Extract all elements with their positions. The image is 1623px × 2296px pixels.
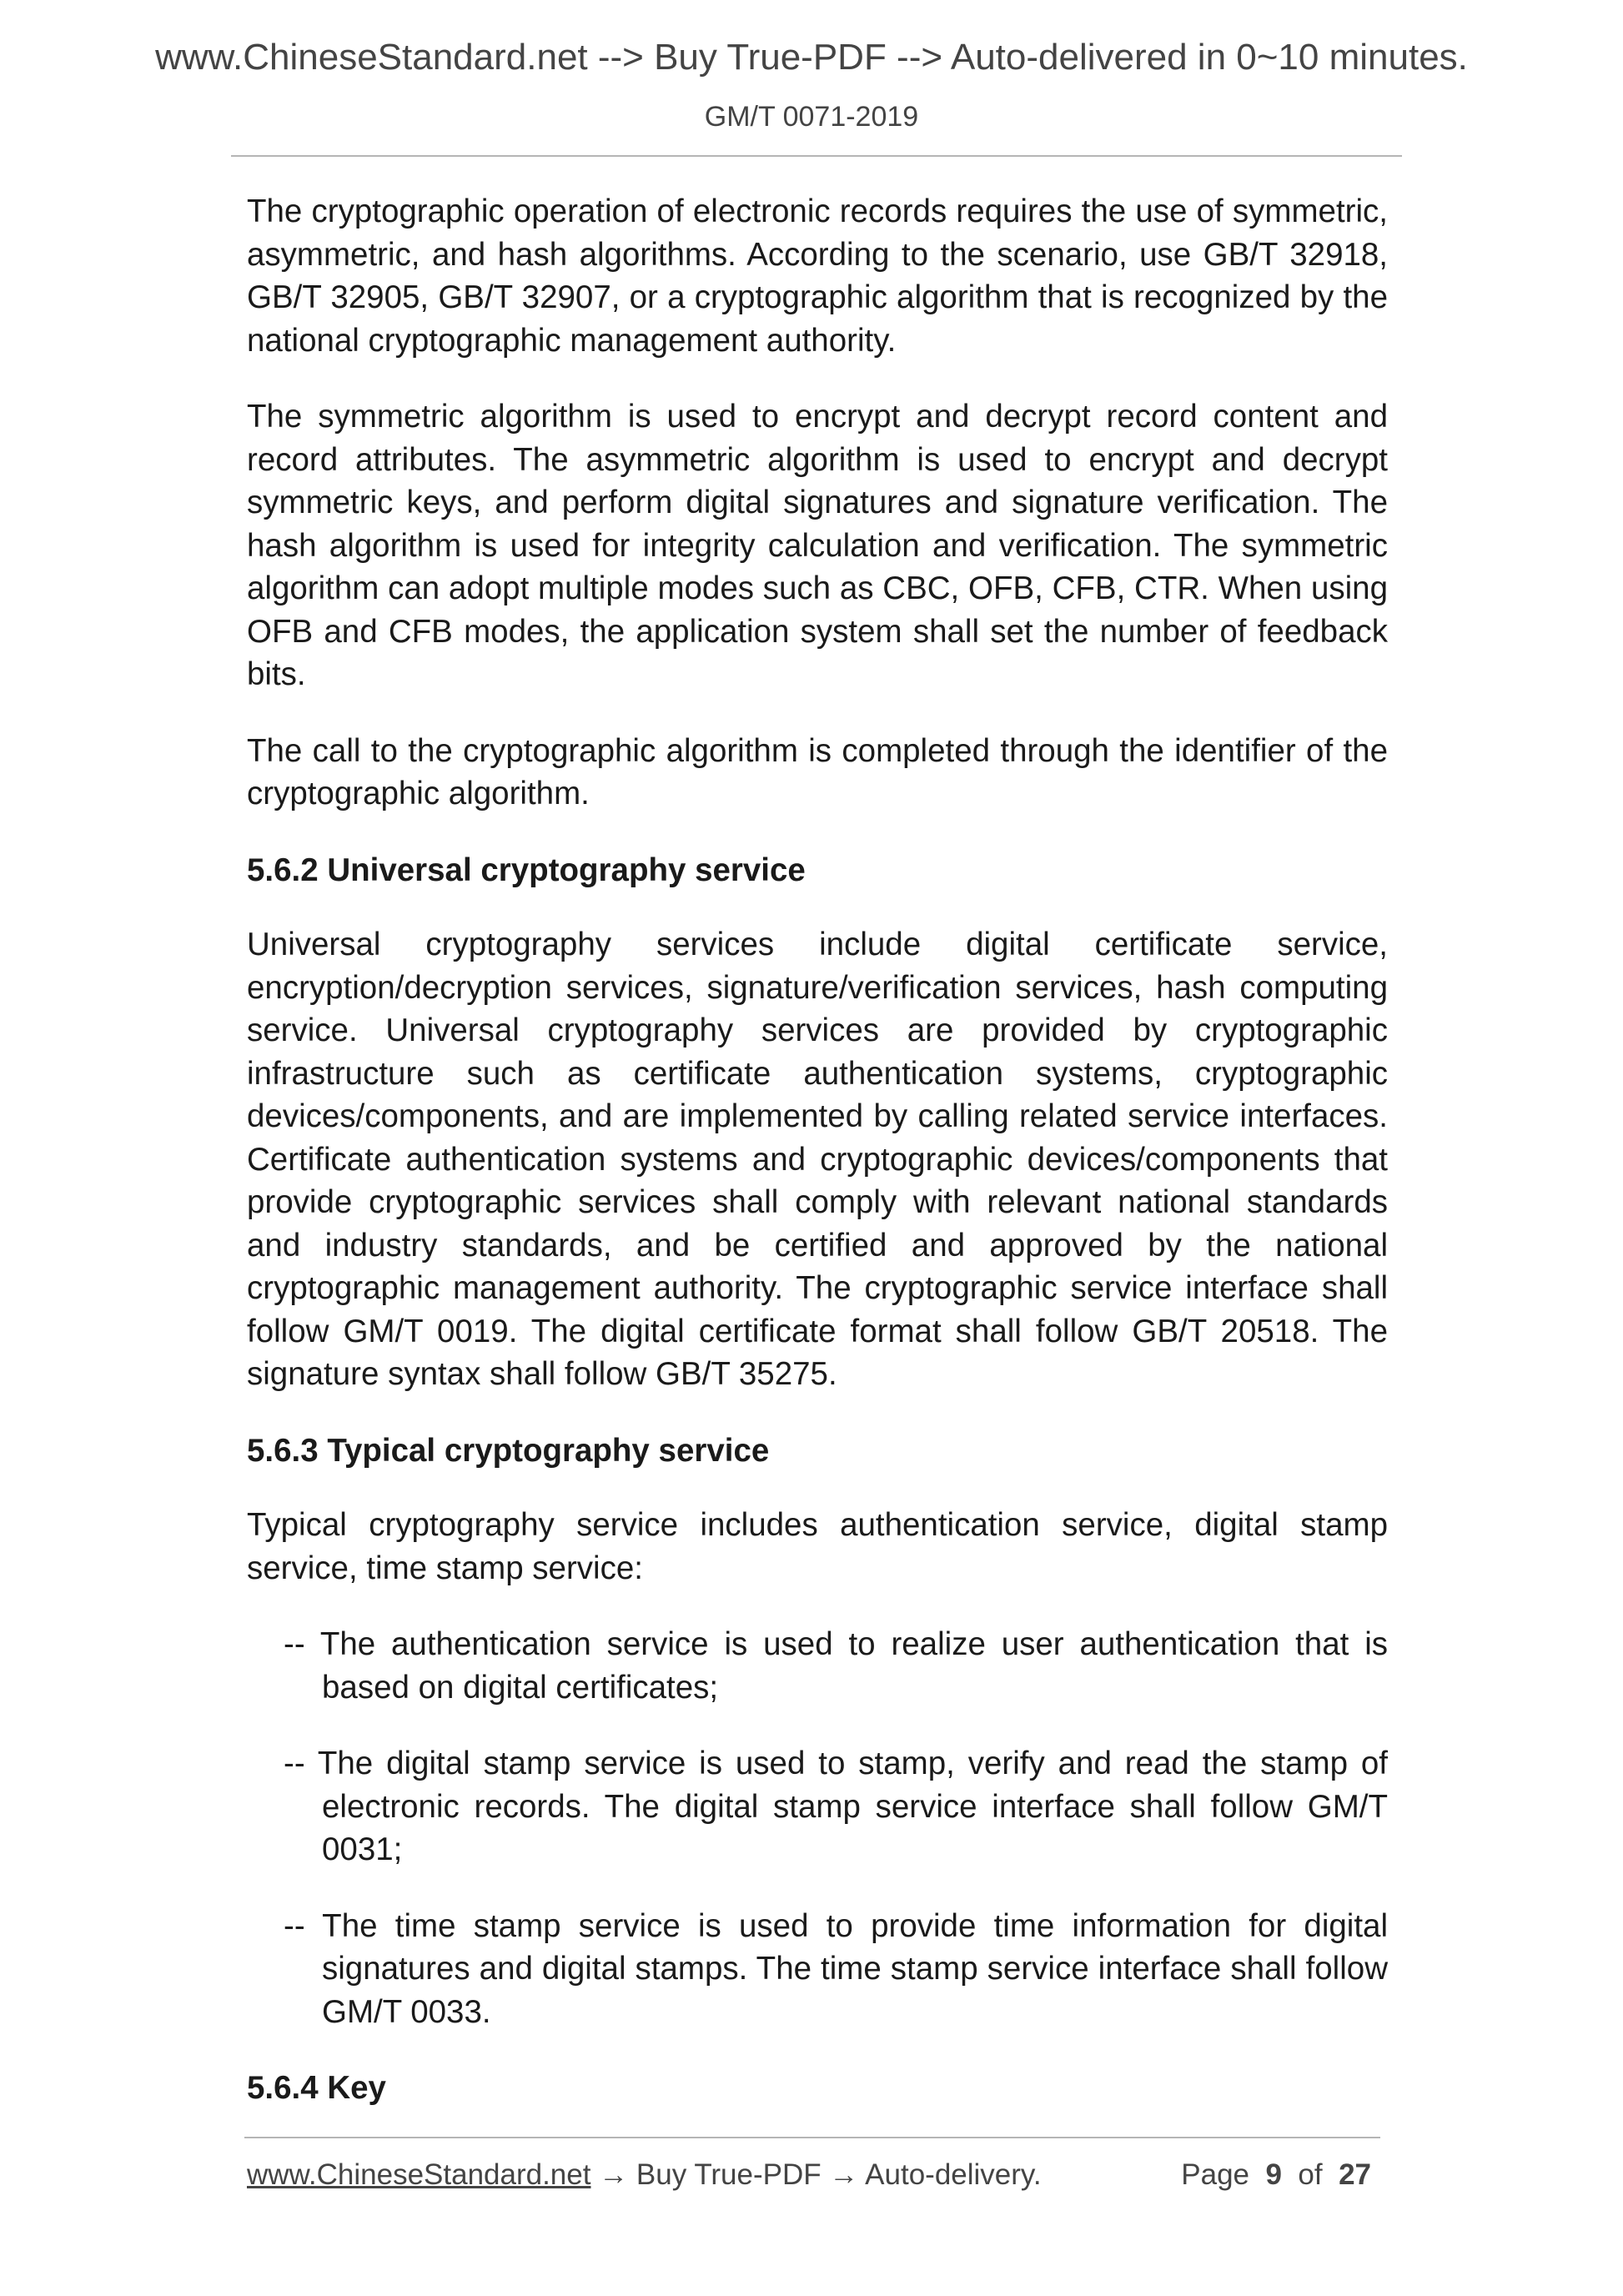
- paragraph-symmetric-algorithm: The symmetric algorithm is used to encrypt and decrypt record content and record attributes. The asymmetric algorithm is used to encrypt and decrypt symmetric keys, and perform digital signatures and signature verification. The hash algorithm is used for integrity calculation and verification. The symmetric algorithm can adopt multiple modes such as CBC, OFB, CFB, CTR. When using OFB and CFB modes, the application system shall set the number of feedback bits.: [247, 399, 1388, 692]
- footer-tagline: → Buy True-PDF → Auto-delivery.: [590, 2158, 1042, 2191]
- list-item-time-stamp: -- The time stamp service is used to provide time information for digital signatures and digital stamps. The time stamp service interface shall follow GM/T 0033.: [284, 1907, 1388, 2030]
- page-current: 9: [1265, 2158, 1282, 2191]
- document-body: [247, 190, 1388, 2142]
- page-label: Page: [1181, 2158, 1250, 2191]
- paragraph-algorithm-call: The call to the cryptographic algorithm is completed through the identifier of the cryptographic algorithm.: [247, 732, 1388, 811]
- heading-5-6-3: 5.6.3 Typical cryptography service: [247, 1432, 770, 1469]
- paragraph-universal-service: Universal cryptography services include digital certificate service, encryption/decryption services, signature/verification services, hash computing service. Universal cryptography services are provided by cryptographic infrastructure such as certificate authentication systems, cryptographic devices/components, and are implemented by calling related service interfaces. Certificate authentication systems and cryptographic devices/components that provide cryptographic services shall comply with relevant national standards and industry standards, and be certified and approved by the national cryptographic management authority. The cryptographic service interface shall follow GM/T 0019. The digital certificate format shall follow GB/T 20518. The signature syntax shall follow GB/T 35275.: [247, 927, 1388, 1392]
- page-total: 27: [1339, 2158, 1371, 2191]
- top-banner: www.ChineseStandard.net --> Buy True-PDF --> Auto-delivered in 0~10 minutes.: [155, 37, 1468, 78]
- document-code: GM/T 0071-2019: [704, 101, 919, 133]
- page-footer: [247, 2158, 1378, 2192]
- footer-divider: [244, 2137, 1380, 2138]
- paragraph-algorithms: The cryptographic operation of electronic records requires the use of symmetric, asymmetric, and hash algorithms. According to the scenario, use GB/T 32918, GB/T 32905, GB/T 32907, or a cryptographic algorithm that is recognized by the national cryptographic management authority.: [247, 193, 1388, 359]
- header-divider: [231, 155, 1402, 157]
- list-item-authentication: -- The authentication service is used to realize user authentication that is based on digital certificates;: [284, 1626, 1388, 1706]
- page-counter: [1181, 2158, 1371, 2192]
- heading-5-6-4: 5.6.4 Key: [247, 2070, 386, 2106]
- footer-site-link[interactable]: www.ChineseStandard.net: [247, 2158, 591, 2191]
- paragraph-typical-service: Typical cryptography service includes authentication service, digital stamp service, time stamp service:: [247, 1507, 1388, 1586]
- heading-5-6-2: 5.6.2 Universal cryptography service: [247, 852, 806, 888]
- list-item-digital-stamp: -- The digital stamp service is used to stamp, verify and read the stamp of electronic records. The digital stamp service interface shall follow GM/T 0031;: [284, 1746, 1388, 1867]
- page-of: of: [1298, 2158, 1323, 2191]
